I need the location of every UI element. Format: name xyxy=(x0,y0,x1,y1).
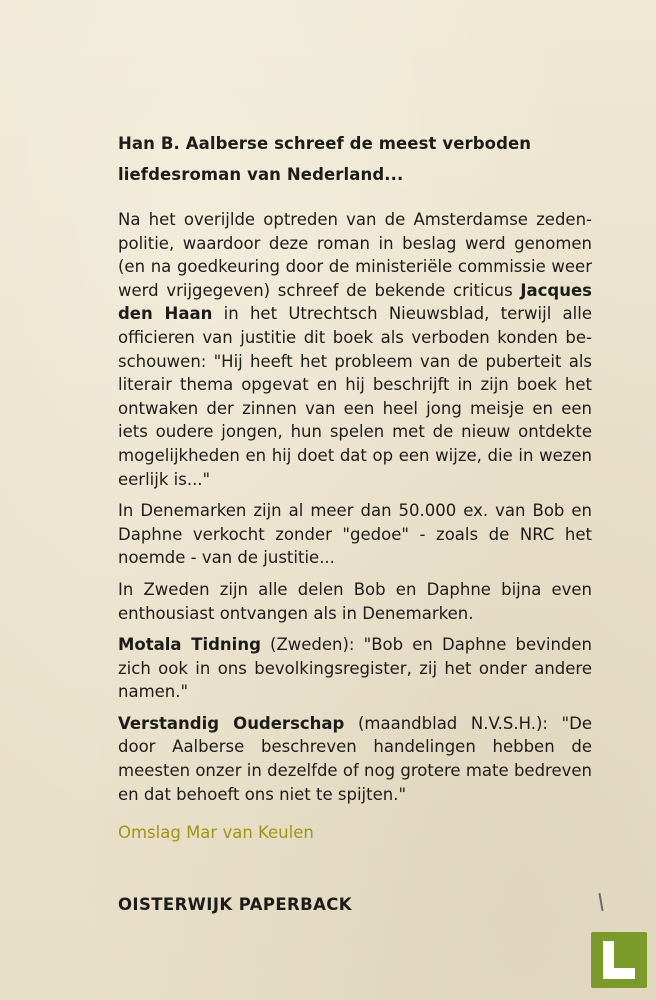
lastdodo-l-logo-icon xyxy=(591,932,647,988)
press-source-motala: Motala Tidning xyxy=(118,635,261,655)
press-quote-ouderschap: (maandblad N.V.S.H.): "De door Aalberse beschreven handelingen hebben de meesten onzer in dezelfde of nog grotere mate bedreven en dat behoeft ons niet te spijten." xyxy=(118,713,592,804)
paragraph-text-part-1: Na het overijlde optreden van de Amsterdamse zeden-politie, waardoor deze roman in beslag werd genomen (en na goedkeuring door de ministeriële commissie weer werd vrijgegeven) schreef de bekende criticus xyxy=(118,210,592,300)
blurb-headline xyxy=(118,128,592,190)
paragraph-motala-tidning xyxy=(118,633,592,704)
blurb-headline-line-2: liefdesroman van Nederland... xyxy=(118,165,404,184)
paragraph-denmark-sales: In Denemarken zijn al meer dan 50.000 ex. van Bob en Daphne verkocht zonder "gedoe" - zoals de NRC het noemde - van de justitie... xyxy=(118,501,592,568)
blurb-headline-line-1: Han B. Aalberse schreef de meest verboden xyxy=(118,134,532,153)
paragraph-sweden-reception: In Zweden zijn alle delen Bob en Daphne bijna even enthousiast ontvangen als in Denemarken. xyxy=(118,579,592,623)
press-source-ouderschap: Verstandig Ouderschap xyxy=(118,713,345,733)
critic-name: Jacques den Haan xyxy=(118,280,592,324)
logo-l-glyph xyxy=(603,941,635,979)
print-mark xyxy=(598,893,603,911)
cover-text-block xyxy=(118,128,592,917)
paragraph-review-den-haan xyxy=(118,208,592,491)
paragraph-text-part-2: in het Utrechtsch Nieuwsblad, terwijl alle officieren van justitie dit boek als verboden konden be-schouwen: "Hij heeft het probleem van de puberteit als literair thema opgevat en hij beschrijft in zijn boek het ontwaken der zinnen van een heel jong meisje en een iets oudere jongen, hun spelen met de nieuw ontdekte mogelijkheden en hij doet dat op een wijze, die in wezen eerlijk is..." xyxy=(118,304,592,489)
cover-design-credit: Omslag Mar van Keulen xyxy=(118,823,314,843)
press-quote-motala: (Zweden): "Bob en Daphne bevinden zich ook in ons bevolkingsregister, zij het onder andere namen." xyxy=(118,635,592,702)
publisher-imprint: OISTERWIJK PAPERBACK xyxy=(118,895,352,915)
paragraph-verstandig-ouderschap xyxy=(118,712,592,806)
